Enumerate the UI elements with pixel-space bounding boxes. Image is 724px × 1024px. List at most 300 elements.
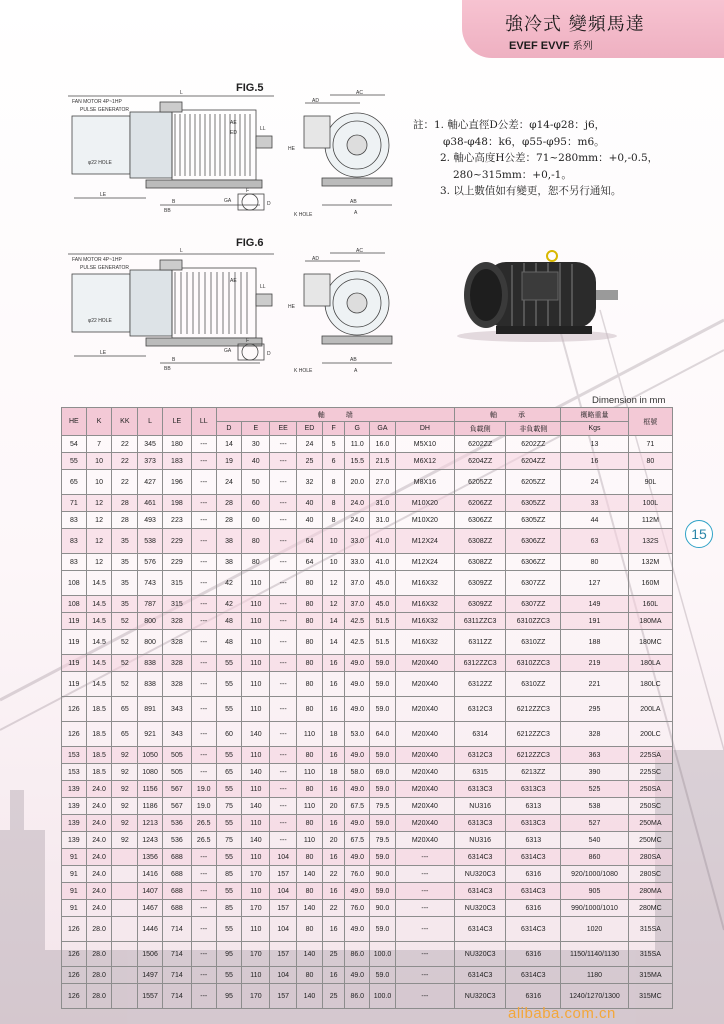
table-cell: M12X24 bbox=[395, 529, 454, 554]
note-line-5: 3. 以上數值如有變更，恕不另行通知。 bbox=[440, 185, 622, 197]
fig6-dim-ad: AD bbox=[312, 256, 319, 262]
table-cell: 37.0 bbox=[345, 596, 370, 613]
table-cell: 315MC bbox=[628, 984, 672, 1009]
table-cell: 427 bbox=[138, 470, 163, 495]
table-cell: 126 bbox=[62, 722, 87, 747]
table-cell: 95 bbox=[216, 984, 242, 1009]
table-cell: --- bbox=[191, 571, 216, 596]
table-cell: 24 bbox=[216, 470, 242, 495]
table-cell: 100.0 bbox=[370, 984, 396, 1009]
table-cell: 139 bbox=[62, 815, 87, 832]
table-cell: 25 bbox=[322, 984, 345, 1009]
table-cell: 79.5 bbox=[370, 798, 396, 815]
table-cell: 59.0 bbox=[370, 967, 396, 984]
table-cell: 119 bbox=[62, 630, 87, 655]
table-cell: 505 bbox=[162, 747, 191, 764]
table-cell: 13 bbox=[561, 436, 629, 453]
table-cell: 191 bbox=[561, 613, 629, 630]
table-cell: 24.0 bbox=[86, 866, 112, 883]
table-cell: 345 bbox=[138, 436, 163, 453]
table-cell: 19.0 bbox=[191, 798, 216, 815]
table-cell: 55 bbox=[216, 815, 242, 832]
table-cell: 90.0 bbox=[370, 900, 396, 917]
table-cell: 16 bbox=[322, 781, 345, 798]
table-cell: 19.0 bbox=[191, 781, 216, 798]
table-cell: 126 bbox=[62, 984, 87, 1009]
table-cell: 80 bbox=[297, 596, 323, 613]
table-cell: --- bbox=[191, 967, 216, 984]
table-cell: 139 bbox=[62, 781, 87, 798]
table-cell: 225SC bbox=[628, 764, 672, 781]
table-cell: 527 bbox=[561, 815, 629, 832]
table-cell: --- bbox=[395, 883, 454, 900]
table-cell: 1213 bbox=[138, 815, 163, 832]
table-cell: 18.5 bbox=[86, 697, 112, 722]
table-cell: 250MA bbox=[628, 815, 672, 832]
table-cell: 110 bbox=[242, 747, 270, 764]
table-row bbox=[62, 453, 673, 470]
table-cell: 110 bbox=[242, 883, 270, 900]
table-cell: 170 bbox=[242, 900, 270, 917]
table-cell: 315 bbox=[162, 596, 191, 613]
table-cell: 6 bbox=[322, 453, 345, 470]
table-cell: --- bbox=[191, 849, 216, 866]
table-row bbox=[62, 630, 673, 655]
table-cell: 85 bbox=[216, 866, 242, 883]
table-cell: 838 bbox=[138, 655, 163, 672]
spec-table-body bbox=[62, 436, 673, 1009]
table-cell: 75 bbox=[216, 832, 242, 849]
table-cell: 24.0 bbox=[86, 849, 112, 866]
col-header: Kgs bbox=[561, 422, 629, 436]
table-cell: 140 bbox=[297, 984, 323, 1009]
table-cell: 25 bbox=[322, 942, 345, 967]
table-cell: 59.0 bbox=[370, 655, 396, 672]
table-cell: 180 bbox=[162, 436, 191, 453]
table-cell: 80 bbox=[242, 529, 270, 554]
fig6-dim-ae: AE bbox=[230, 278, 237, 284]
table-cell: 55 bbox=[216, 672, 242, 697]
table-cell: M16X32 bbox=[395, 596, 454, 613]
table-cell: 71 bbox=[62, 495, 87, 512]
table-cell: 110 bbox=[242, 571, 270, 596]
fig5-dim-l: L bbox=[180, 90, 183, 96]
table-cell: 6313 bbox=[506, 832, 561, 849]
table-row bbox=[62, 815, 673, 832]
table-cell: 525 bbox=[561, 781, 629, 798]
table-cell: --- bbox=[270, 554, 297, 571]
table-cell: --- bbox=[191, 747, 216, 764]
table-cell: 6308ZZ bbox=[454, 554, 506, 571]
table-cell: 315SA bbox=[628, 942, 672, 967]
table-cell: 714 bbox=[162, 967, 191, 984]
fig5-dim-ga: GA bbox=[224, 198, 232, 204]
table-cell: NU316 bbox=[454, 832, 506, 849]
table-cell: --- bbox=[270, 747, 297, 764]
table-cell: 6205ZZ bbox=[506, 470, 561, 495]
table-cell: 14 bbox=[322, 630, 345, 655]
table-cell: 180LA bbox=[628, 655, 672, 672]
table-cell: 59.0 bbox=[370, 697, 396, 722]
motor-photo bbox=[452, 240, 622, 342]
table-cell: 6313C3 bbox=[506, 781, 561, 798]
table-cell: 75 bbox=[216, 798, 242, 815]
table-cell: 14 bbox=[322, 613, 345, 630]
table-cell: 24.0 bbox=[86, 832, 112, 849]
table-cell: 538 bbox=[561, 798, 629, 815]
table-cell: 6306ZZ bbox=[506, 554, 561, 571]
table-cell: 229 bbox=[162, 529, 191, 554]
table-cell: 37.0 bbox=[345, 571, 370, 596]
table-cell: 49.0 bbox=[345, 917, 370, 942]
table-cell: 18 bbox=[322, 764, 345, 781]
table-cell: 200LA bbox=[628, 697, 672, 722]
table-cell: 6314C3 bbox=[506, 917, 561, 942]
table-cell: 24.0 bbox=[345, 495, 370, 512]
table-cell: --- bbox=[191, 630, 216, 655]
table-cell: 10 bbox=[322, 554, 345, 571]
table-cell: 49.0 bbox=[345, 967, 370, 984]
table-cell: 170 bbox=[242, 984, 270, 1009]
table-cell: 6316 bbox=[506, 984, 561, 1009]
table-cell: --- bbox=[270, 798, 297, 815]
table-cell: M20X40 bbox=[395, 655, 454, 672]
table-row bbox=[62, 495, 673, 512]
table-cell: 24.0 bbox=[86, 883, 112, 900]
table-cell: 112M bbox=[628, 512, 672, 529]
table-cell: 1467 bbox=[138, 900, 163, 917]
table-cell: 80 bbox=[628, 453, 672, 470]
table-cell: 140 bbox=[242, 798, 270, 815]
table-row bbox=[62, 596, 673, 613]
table-cell: 800 bbox=[138, 613, 163, 630]
table-cell: 100.0 bbox=[370, 942, 396, 967]
table-cell: 343 bbox=[162, 697, 191, 722]
table-cell: --- bbox=[191, 512, 216, 529]
table-cell: 229 bbox=[162, 554, 191, 571]
table-cell: 505 bbox=[162, 764, 191, 781]
table-cell: 32 bbox=[297, 470, 323, 495]
table-cell: 12 bbox=[86, 512, 112, 529]
table-cell: 31.0 bbox=[370, 495, 396, 512]
table-cell: 6314C3 bbox=[454, 917, 506, 942]
table-cell: 6312C3 bbox=[454, 747, 506, 764]
table-cell: 567 bbox=[162, 798, 191, 815]
table-cell: --- bbox=[270, 815, 297, 832]
table-cell: 1497 bbox=[138, 967, 163, 984]
table-cell: 6212ZZC3 bbox=[506, 697, 561, 722]
table-cell: 315 bbox=[162, 571, 191, 596]
table-cell: 59.0 bbox=[370, 815, 396, 832]
table-cell: 714 bbox=[162, 942, 191, 967]
table-cell: 250MC bbox=[628, 832, 672, 849]
table-cell: 110 bbox=[242, 655, 270, 672]
table-row bbox=[62, 655, 673, 672]
table-cell: 1446 bbox=[138, 917, 163, 942]
table-cell: M16X32 bbox=[395, 571, 454, 596]
col-header: G bbox=[345, 422, 370, 436]
table-cell: 80 bbox=[297, 655, 323, 672]
table-cell: --- bbox=[191, 470, 216, 495]
table-cell: 55 bbox=[216, 697, 242, 722]
table-cell: --- bbox=[270, 529, 297, 554]
table-cell: M16X32 bbox=[395, 613, 454, 630]
table-cell: 65 bbox=[112, 697, 138, 722]
table-cell: 67.5 bbox=[345, 798, 370, 815]
table-cell bbox=[112, 917, 138, 942]
dimension-unit-note: Dimension in mm bbox=[592, 395, 666, 406]
table-cell: 223 bbox=[162, 512, 191, 529]
table-cell: 6310ZZC3 bbox=[506, 613, 561, 630]
table-cell: 33.0 bbox=[345, 554, 370, 571]
fig5-dim-f: F bbox=[246, 188, 250, 194]
table-cell: 16.0 bbox=[370, 436, 396, 453]
table-cell: 83 bbox=[62, 512, 87, 529]
table-cell: 905 bbox=[561, 883, 629, 900]
table-cell: 33.0 bbox=[345, 529, 370, 554]
table-cell: 198 bbox=[162, 495, 191, 512]
table-cell: 343 bbox=[162, 722, 191, 747]
table-cell: 576 bbox=[138, 554, 163, 571]
col-header: DH bbox=[395, 422, 454, 436]
table-cell: 80 bbox=[297, 815, 323, 832]
table-cell: 30 bbox=[242, 436, 270, 453]
table-cell: 24.0 bbox=[345, 512, 370, 529]
table-cell: --- bbox=[270, 697, 297, 722]
table-cell bbox=[112, 967, 138, 984]
page-title: 強冷式 變頻馬達 bbox=[505, 14, 645, 35]
table-cell: --- bbox=[395, 942, 454, 967]
table-cell: 328 bbox=[162, 672, 191, 697]
table-cell: 860 bbox=[561, 849, 629, 866]
table-cell: M12X24 bbox=[395, 554, 454, 571]
table-cell: 92 bbox=[112, 764, 138, 781]
table-cell: 6310ZZC3 bbox=[506, 655, 561, 672]
table-row bbox=[62, 554, 673, 571]
table-cell: 104 bbox=[270, 917, 297, 942]
table-row bbox=[62, 672, 673, 697]
table-cell: --- bbox=[395, 984, 454, 1009]
table-cell: 104 bbox=[270, 967, 297, 984]
table-row bbox=[62, 697, 673, 722]
table-cell: M20X40 bbox=[395, 697, 454, 722]
table-cell: 83 bbox=[62, 529, 87, 554]
table-cell: 24 bbox=[561, 470, 629, 495]
table-cell: 22 bbox=[322, 900, 345, 917]
table-cell: 31.0 bbox=[370, 512, 396, 529]
table-cell: --- bbox=[270, 672, 297, 697]
table-cell: 80 bbox=[297, 967, 323, 984]
group-header-shaft-end: 軸 端 bbox=[216, 408, 454, 422]
table-cell: 108 bbox=[62, 571, 87, 596]
table-cell: 188 bbox=[561, 630, 629, 655]
table-cell: 60 bbox=[242, 512, 270, 529]
fig5-dim-khole: K HOLE bbox=[294, 212, 313, 218]
table-cell: 38 bbox=[216, 529, 242, 554]
table-cell: 461 bbox=[138, 495, 163, 512]
table-cell: 65 bbox=[62, 470, 87, 495]
table-cell: 6312C3 bbox=[454, 697, 506, 722]
table-cell: 14.5 bbox=[86, 655, 112, 672]
table-row bbox=[62, 747, 673, 764]
fig6-dim-ac: AC bbox=[356, 248, 363, 254]
table-cell: 24.0 bbox=[86, 815, 112, 832]
table-cell: --- bbox=[270, 613, 297, 630]
table-cell: 80 bbox=[297, 630, 323, 655]
table-cell: 328 bbox=[561, 722, 629, 747]
table-row bbox=[62, 571, 673, 596]
table-cell: 16 bbox=[322, 655, 345, 672]
table-cell: 20 bbox=[322, 832, 345, 849]
col-header: ED bbox=[297, 422, 323, 436]
table-cell: 92 bbox=[112, 798, 138, 815]
table-cell: 140 bbox=[297, 866, 323, 883]
table-cell: --- bbox=[270, 436, 297, 453]
table-cell: 921 bbox=[138, 722, 163, 747]
table-cell: --- bbox=[191, 613, 216, 630]
fig5-dim-ae: AE bbox=[230, 120, 237, 126]
table-cell: 55 bbox=[216, 655, 242, 672]
table-cell bbox=[112, 866, 138, 883]
table-cell: 280SC bbox=[628, 866, 672, 883]
table-cell: 787 bbox=[138, 596, 163, 613]
table-cell: 180MA bbox=[628, 613, 672, 630]
fig5-dimension-drawing bbox=[60, 90, 395, 225]
table-cell: --- bbox=[270, 832, 297, 849]
table-cell: M20X40 bbox=[395, 764, 454, 781]
fig5-dim-bb: BB bbox=[164, 208, 171, 214]
table-cell: --- bbox=[191, 984, 216, 1009]
fig5-callout-hole: φ22 HOLE bbox=[88, 160, 112, 166]
table-cell: 1243 bbox=[138, 832, 163, 849]
table-cell: 110 bbox=[297, 832, 323, 849]
table-cell: 110 bbox=[242, 596, 270, 613]
table-cell: 42 bbox=[216, 571, 242, 596]
table-cell: 1416 bbox=[138, 866, 163, 883]
table-cell: NU320C3 bbox=[454, 866, 506, 883]
page-number-badge: 15 bbox=[685, 520, 713, 548]
table-cell: 140 bbox=[242, 832, 270, 849]
fig6-callout-hole: φ22 HOLE bbox=[88, 318, 112, 324]
table-cell: 110 bbox=[297, 722, 323, 747]
table-cell: 6306ZZ bbox=[454, 512, 506, 529]
table-cell: 10 bbox=[322, 529, 345, 554]
table-cell: M20X40 bbox=[395, 747, 454, 764]
table-cell: 18.5 bbox=[86, 764, 112, 781]
table-cell: 6316 bbox=[506, 866, 561, 883]
table-cell: 28 bbox=[216, 495, 242, 512]
table-cell: --- bbox=[191, 866, 216, 883]
table-cell: M10X20 bbox=[395, 512, 454, 529]
table-cell: --- bbox=[191, 764, 216, 781]
table-cell: 24.0 bbox=[86, 781, 112, 798]
table-cell: 119 bbox=[62, 613, 87, 630]
table-cell: M20X40 bbox=[395, 781, 454, 798]
table-cell: 6212ZZC3 bbox=[506, 747, 561, 764]
notes-block bbox=[413, 117, 713, 200]
table-cell: 76.0 bbox=[345, 866, 370, 883]
table-cell: 126 bbox=[62, 917, 87, 942]
table-cell: 6310ZZ bbox=[506, 630, 561, 655]
table-cell: --- bbox=[270, 571, 297, 596]
table-cell: 139 bbox=[62, 798, 87, 815]
table-cell: 140 bbox=[242, 722, 270, 747]
table-cell: 170 bbox=[242, 866, 270, 883]
table-cell: 35 bbox=[112, 554, 138, 571]
fig6-dim-he: HE bbox=[288, 304, 295, 310]
table-cell: M20X40 bbox=[395, 722, 454, 747]
table-cell: 52 bbox=[112, 655, 138, 672]
table-cell: 1156 bbox=[138, 781, 163, 798]
col-header: HE bbox=[62, 408, 87, 436]
table-cell: --- bbox=[395, 917, 454, 942]
table-cell: 14.5 bbox=[86, 571, 112, 596]
table-cell: --- bbox=[191, 529, 216, 554]
spec-table bbox=[61, 407, 673, 1009]
table-cell: 14.5 bbox=[86, 672, 112, 697]
table-cell: 24 bbox=[297, 436, 323, 453]
table-cell: 219 bbox=[561, 655, 629, 672]
table-cell: 714 bbox=[162, 917, 191, 942]
fig6-dim-ga: GA bbox=[224, 348, 232, 354]
table-cell: 280MC bbox=[628, 900, 672, 917]
table-cell: 6314C3 bbox=[454, 849, 506, 866]
table-cell: 110 bbox=[242, 917, 270, 942]
col-header: 非負載側 bbox=[506, 422, 561, 436]
table-cell: 91 bbox=[62, 900, 87, 917]
table-cell: 64 bbox=[297, 554, 323, 571]
table-cell: 59.0 bbox=[370, 672, 396, 697]
table-cell: 1240/1270/1300 bbox=[561, 984, 629, 1009]
fig6-dim-bb: BB bbox=[164, 366, 171, 372]
table-cell: 49.0 bbox=[345, 747, 370, 764]
table-cell: 126 bbox=[62, 967, 87, 984]
table-cell: 110 bbox=[242, 967, 270, 984]
table-cell: 42.5 bbox=[345, 630, 370, 655]
note-line-1: 註：1. 軸心直徑D公差：φ14-φ28：j6， bbox=[413, 119, 606, 131]
table-cell: 104 bbox=[270, 883, 297, 900]
table-cell: 990/1000/1010 bbox=[561, 900, 629, 917]
table-cell: 85 bbox=[216, 900, 242, 917]
table-cell: 6309ZZ bbox=[454, 571, 506, 596]
table-cell: 59.0 bbox=[370, 747, 396, 764]
table-cell: 280MA bbox=[628, 883, 672, 900]
table-cell: M20X40 bbox=[395, 798, 454, 815]
table-cell: 42.5 bbox=[345, 613, 370, 630]
table-cell: 80 bbox=[297, 781, 323, 798]
table-cell: 83 bbox=[62, 554, 87, 571]
table-cell: --- bbox=[270, 596, 297, 613]
fig6-dim-le: LE bbox=[100, 350, 107, 356]
table-cell: 126 bbox=[62, 942, 87, 967]
table-cell: --- bbox=[395, 866, 454, 883]
table-cell: --- bbox=[270, 512, 297, 529]
watermark-text: alibaba.com.cn bbox=[508, 1005, 616, 1022]
table-cell: 149 bbox=[561, 596, 629, 613]
table-row bbox=[62, 849, 673, 866]
table-cell: 180MC bbox=[628, 630, 672, 655]
group-header-weight: 概略重量 bbox=[561, 408, 629, 422]
table-cell: 800 bbox=[138, 630, 163, 655]
table-cell: 51.5 bbox=[370, 613, 396, 630]
fig5-callout-fan: FAN MOTOR 4P~1HP bbox=[72, 99, 122, 105]
table-cell: 315MA bbox=[628, 967, 672, 984]
table-cell: 493 bbox=[138, 512, 163, 529]
table-row bbox=[62, 883, 673, 900]
table-cell: 110 bbox=[297, 764, 323, 781]
table-cell: --- bbox=[191, 655, 216, 672]
table-cell: --- bbox=[191, 596, 216, 613]
